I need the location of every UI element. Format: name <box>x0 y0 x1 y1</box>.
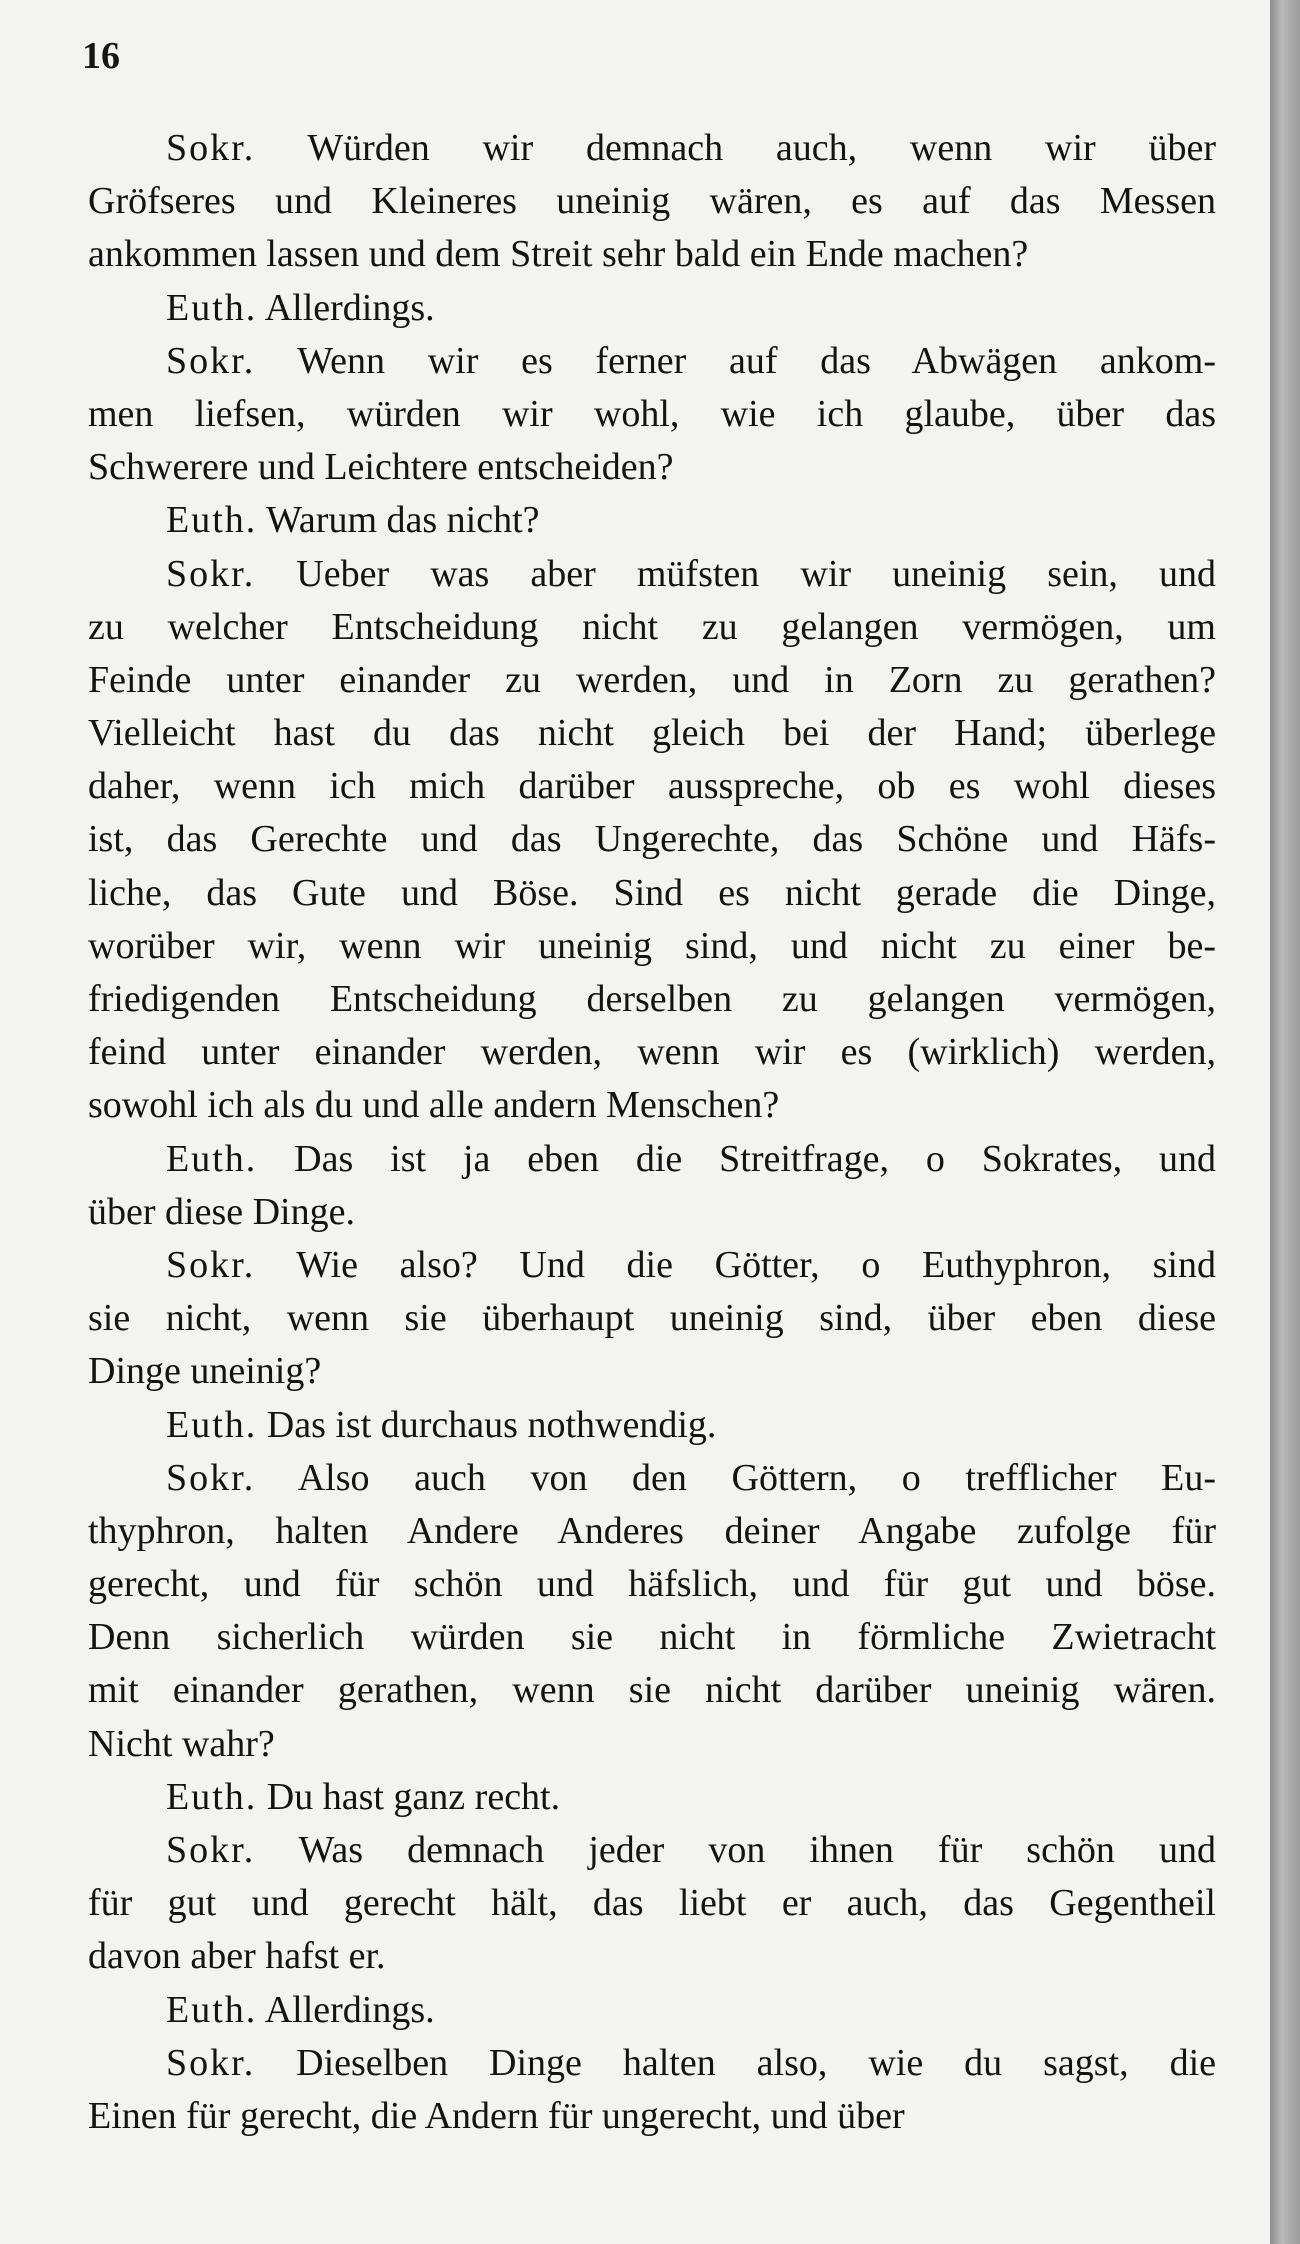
line-text: Das ist durchaus nothwendig. <box>266 1403 717 1446</box>
text-line <box>88 973 1216 1026</box>
text-line <box>88 1345 1216 1398</box>
line-text: Du hast ganz recht. <box>266 1775 561 1818</box>
line-text: ist, das Gerechte und das Ungerechte, das Schöne und Häfs- <box>88 818 1216 861</box>
text-line <box>88 175 1216 228</box>
text-line <box>88 122 1216 175</box>
text-line <box>88 1505 1216 1558</box>
line-text: liche, das Gute und Böse. Sind es nicht gerade die Dinge, <box>88 871 1216 914</box>
text-line <box>88 760 1216 813</box>
line-text: feind unter einander werden, wenn wir es (wirklich) werden, <box>88 1031 1216 1074</box>
page-text <box>88 122 1216 2143</box>
line-text: ankommen lassen und dem Streit sehr bald ein Ende machen? <box>88 233 1029 276</box>
line-text: Nicht wahr? <box>88 1722 275 1765</box>
line-text: Was demnach jeder von ihnen für schön und <box>298 1829 1216 1871</box>
text-line <box>88 1292 1216 1345</box>
text-line <box>88 1133 1216 1186</box>
text-line <box>88 282 1216 335</box>
text-line <box>88 601 1216 654</box>
line-text: Denn sicherlich würden sie nicht in förmliche Zwietracht <box>88 1616 1216 1659</box>
text-line <box>88 1239 1216 1292</box>
text-line <box>88 1984 1216 2037</box>
text-line <box>88 1877 1216 1930</box>
text-line <box>88 813 1216 866</box>
text-line <box>88 867 1216 920</box>
speaker-label: Sokr. <box>166 127 256 169</box>
line-text: men liefsen, würden wir wohl, wie ich glaube, über das <box>88 392 1216 435</box>
text-line <box>88 1930 1216 1983</box>
line-text: Allerdings. <box>264 1988 435 2031</box>
text-line <box>88 920 1216 973</box>
text-line <box>88 1771 1216 1824</box>
line-text: Einen für gerecht, die Andern für ungerecht, und über <box>88 2094 905 2137</box>
line-text: Vielleicht hast du das nicht gleich bei der Hand; überlege <box>88 712 1216 755</box>
text-line <box>88 2090 1216 2143</box>
line-text: sie nicht, wenn sie überhaupt uneinig sind, über eben diese <box>88 1297 1216 1340</box>
text-line <box>88 441 1216 494</box>
text-line <box>88 548 1216 601</box>
speaker-label: Sokr. <box>166 339 256 382</box>
line-text: friedigenden Entscheidung derselben zu gelangen vermögen, <box>88 978 1216 1020</box>
speaker-label: Euth. <box>166 499 258 542</box>
line-text: mit einander gerathen, wenn sie nicht darüber uneinig wären. <box>88 1669 1216 1712</box>
text-line <box>88 1824 1216 1877</box>
line-text: Dieselben Dinge halten also, wie du sagst, die <box>296 2041 1216 2084</box>
line-text: Also auch von den Göttern, o trefflicher Eu- <box>297 1456 1216 1499</box>
line-text: Würden wir demnach auch, wenn wir über <box>307 127 1216 169</box>
speaker-label: Euth. <box>166 1775 258 1818</box>
line-text: Wenn wir es ferner auf das Abwägen ankom- <box>297 339 1216 382</box>
line-text: Das ist ja eben die Streitfrage, o Sokrates, und <box>294 1137 1216 1180</box>
page-number: 16 <box>82 35 120 77</box>
speaker-label: Sokr. <box>166 552 256 595</box>
line-text: thyphron, halten Andere Anderes deiner Angabe zufolge für <box>88 1509 1216 1552</box>
line-text: über diese Dinge. <box>88 1190 355 1233</box>
text-line <box>88 1611 1216 1664</box>
line-text: Ueber was aber müfsten wir uneinig sein, und <box>296 552 1216 595</box>
text-line <box>88 1558 1216 1611</box>
line-text: sowohl ich als du und alle andern Menschen? <box>88 1084 780 1127</box>
line-text: Gröfseres und Kleineres uneinig wären, es auf das Messen <box>88 180 1216 223</box>
page-edge <box>1270 0 1300 2244</box>
text-line <box>88 1452 1216 1505</box>
line-text: Warum das nicht? <box>266 499 540 542</box>
text-line <box>88 1186 1216 1239</box>
speaker-label: Euth. <box>166 1403 258 1446</box>
text-line <box>88 1718 1216 1771</box>
line-text: Wie also? Und die Götter, o Euthyphron, sind <box>296 1243 1216 1286</box>
text-line <box>88 1664 1216 1717</box>
line-text: davon aber hafst er. <box>88 1935 386 1978</box>
text-line <box>88 494 1216 547</box>
speaker-label: Euth. <box>166 1988 258 2031</box>
line-text: Feinde unter einander zu werden, und in Zorn zu gerathen? <box>88 658 1216 701</box>
line-text: zu welcher Entscheidung nicht zu gelangen vermögen, um <box>88 605 1216 648</box>
text-line <box>88 707 1216 760</box>
text-line <box>88 2037 1216 2090</box>
speaker-label: Sokr. <box>166 1243 256 1286</box>
text-line <box>88 335 1216 388</box>
speaker-label: Euth. <box>166 286 258 329</box>
text-line <box>88 1399 1216 1452</box>
text-line <box>88 654 1216 707</box>
speaker-label: Sokr. <box>166 1456 256 1499</box>
line-text: für gut und gerecht hält, das liebt er auch, das Gegentheil <box>88 1882 1216 1925</box>
speaker-label: Sokr. <box>166 2041 256 2084</box>
text-line <box>88 388 1216 441</box>
line-text: Allerdings. <box>264 286 435 329</box>
text-line <box>88 1026 1216 1079</box>
text-line <box>88 1079 1216 1132</box>
line-text: gerecht, und für schön und häfslich, und für gut und böse. <box>88 1563 1216 1606</box>
text-line <box>88 228 1216 281</box>
line-text: worüber wir, wenn wir uneinig sind, und nicht zu einer be- <box>88 924 1216 967</box>
line-text: Schwerere und Leichtere entscheiden? <box>88 446 674 489</box>
speaker-label: Sokr. <box>166 1829 256 1871</box>
line-text: daher, wenn ich mich darüber ausspreche, ob es wohl dieses <box>88 765 1216 808</box>
speaker-label: Euth. <box>166 1137 258 1180</box>
line-text: Dinge uneinig? <box>88 1350 322 1393</box>
